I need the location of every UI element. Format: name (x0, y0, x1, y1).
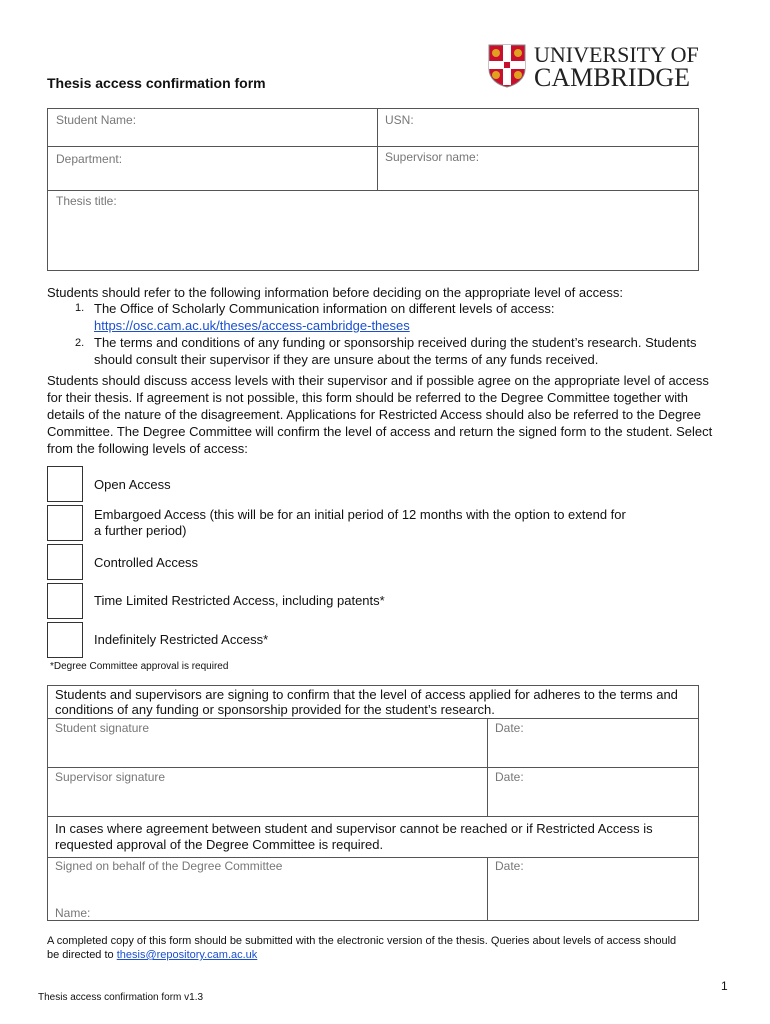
open-access-checkbox[interactable] (47, 466, 83, 502)
signing-statement: Students and supervisors are signing to confirm that the level of access applied for adheres to the terms and conditions of any funding or sponsorship provided for the student’s research. (55, 687, 678, 717)
cases-box (47, 816, 699, 858)
thesis-title-label: Thesis title: (56, 194, 117, 208)
usn-label: USN: (385, 113, 414, 127)
committee-date-label: Date: (495, 859, 524, 873)
logo-line1: UNIVERSITY OF (534, 42, 699, 67)
embargoed-access-checkbox[interactable] (47, 505, 83, 541)
footer-text: A completed copy of this form should be submitted with the electronic version of the thesis. Queries about levels of access should be directed to (47, 935, 677, 961)
committee-name-label: Name: (55, 906, 91, 920)
supervisor-name-label: Supervisor name: (385, 150, 480, 164)
university-logo (488, 42, 699, 92)
student-date-field[interactable] (487, 718, 699, 768)
item2-number: 2. (75, 337, 85, 349)
student-name-label: Student Name: (56, 113, 137, 127)
time-limited-restricted-label: Time Limited Restricted Access, including patents* (94, 593, 385, 608)
access-paragraph: Students should discuss access levels with their supervisor and if possible agree on the appropriate level of access for their thesis. If agreement is not possible, this form should be referred to the Degree Committee together with details of the nature of the disagreement. Applications for Restricted Access should also be referred to the Degree Committee. The Degree Committee will confirm the level of access and return the signed form to the student. Select from the following levels of access: (47, 373, 713, 456)
controlled-access-checkbox[interactable] (47, 544, 83, 580)
student-signature-label: Student signature (55, 721, 150, 735)
controlled-access-label: Controlled Access (94, 555, 199, 570)
item2-text: The terms and conditions of any funding or sponsorship received during the student’s research. Students should consult their supervisor if they are unsure about the terms of any funds received. (94, 335, 697, 367)
student-date-label: Date: (495, 721, 524, 735)
signing-statement-box (47, 685, 699, 719)
osc-access-link[interactable]: https://osc.cam.ac.uk/theses/access-cambridge-theses (94, 318, 410, 333)
cases-statement: In cases where agreement between student and supervisor cannot be reached or if Restricted Access is requested approval of the Degree Committee is required. (55, 821, 653, 852)
page-title: Thesis access confirmation form (47, 75, 266, 91)
logo-line2: CAMBRIDGE (534, 63, 691, 92)
supervisor-signature-label: Supervisor signature (55, 770, 166, 784)
committee-signature-label: Signed on behalf of the Degree Committee (55, 859, 283, 873)
approval-note: *Degree Committee approval is required (50, 661, 229, 672)
student-signature-field[interactable] (47, 718, 488, 768)
supervisor-date-label: Date: (495, 770, 524, 784)
supervisor-signature-field[interactable] (47, 767, 488, 817)
department-field[interactable] (47, 146, 378, 191)
item1-text: The Office of Scholarly Communication information on different levels of access: (94, 301, 555, 316)
cambridge-crest-icon (488, 44, 526, 88)
indefinitely-restricted-label: Indefinitely Restricted Access* (94, 632, 269, 647)
form-version: Thesis access confirmation form v1.3 (38, 992, 204, 1003)
thesis-title-field[interactable] (47, 190, 699, 271)
item1-number: 1. (75, 302, 85, 314)
supervisor-date-field[interactable] (487, 767, 699, 817)
student-name-field[interactable] (47, 108, 378, 147)
time-limited-restricted-checkbox[interactable] (47, 583, 83, 619)
usn-field[interactable] (377, 108, 699, 147)
embargoed-access-label: Embargoed Access (this will be for an initial period of 12 months with the option to extend for a further period) (94, 507, 626, 538)
info-intro: Students should refer to the following information before deciding on the appropriate level of access: (47, 285, 623, 300)
supervisor-name-field[interactable] (377, 146, 699, 191)
committee-date-field[interactable] (487, 857, 699, 921)
page-number: 1 (721, 979, 728, 993)
open-access-label: Open Access (94, 477, 171, 492)
footer-note (47, 934, 687, 962)
department-label: Department: (56, 152, 123, 166)
committee-signature-field[interactable] (47, 857, 488, 921)
thesis-email-link[interactable]: thesis@repository.cam.ac.uk (116, 949, 258, 961)
indefinitely-restricted-checkbox[interactable] (47, 622, 83, 658)
